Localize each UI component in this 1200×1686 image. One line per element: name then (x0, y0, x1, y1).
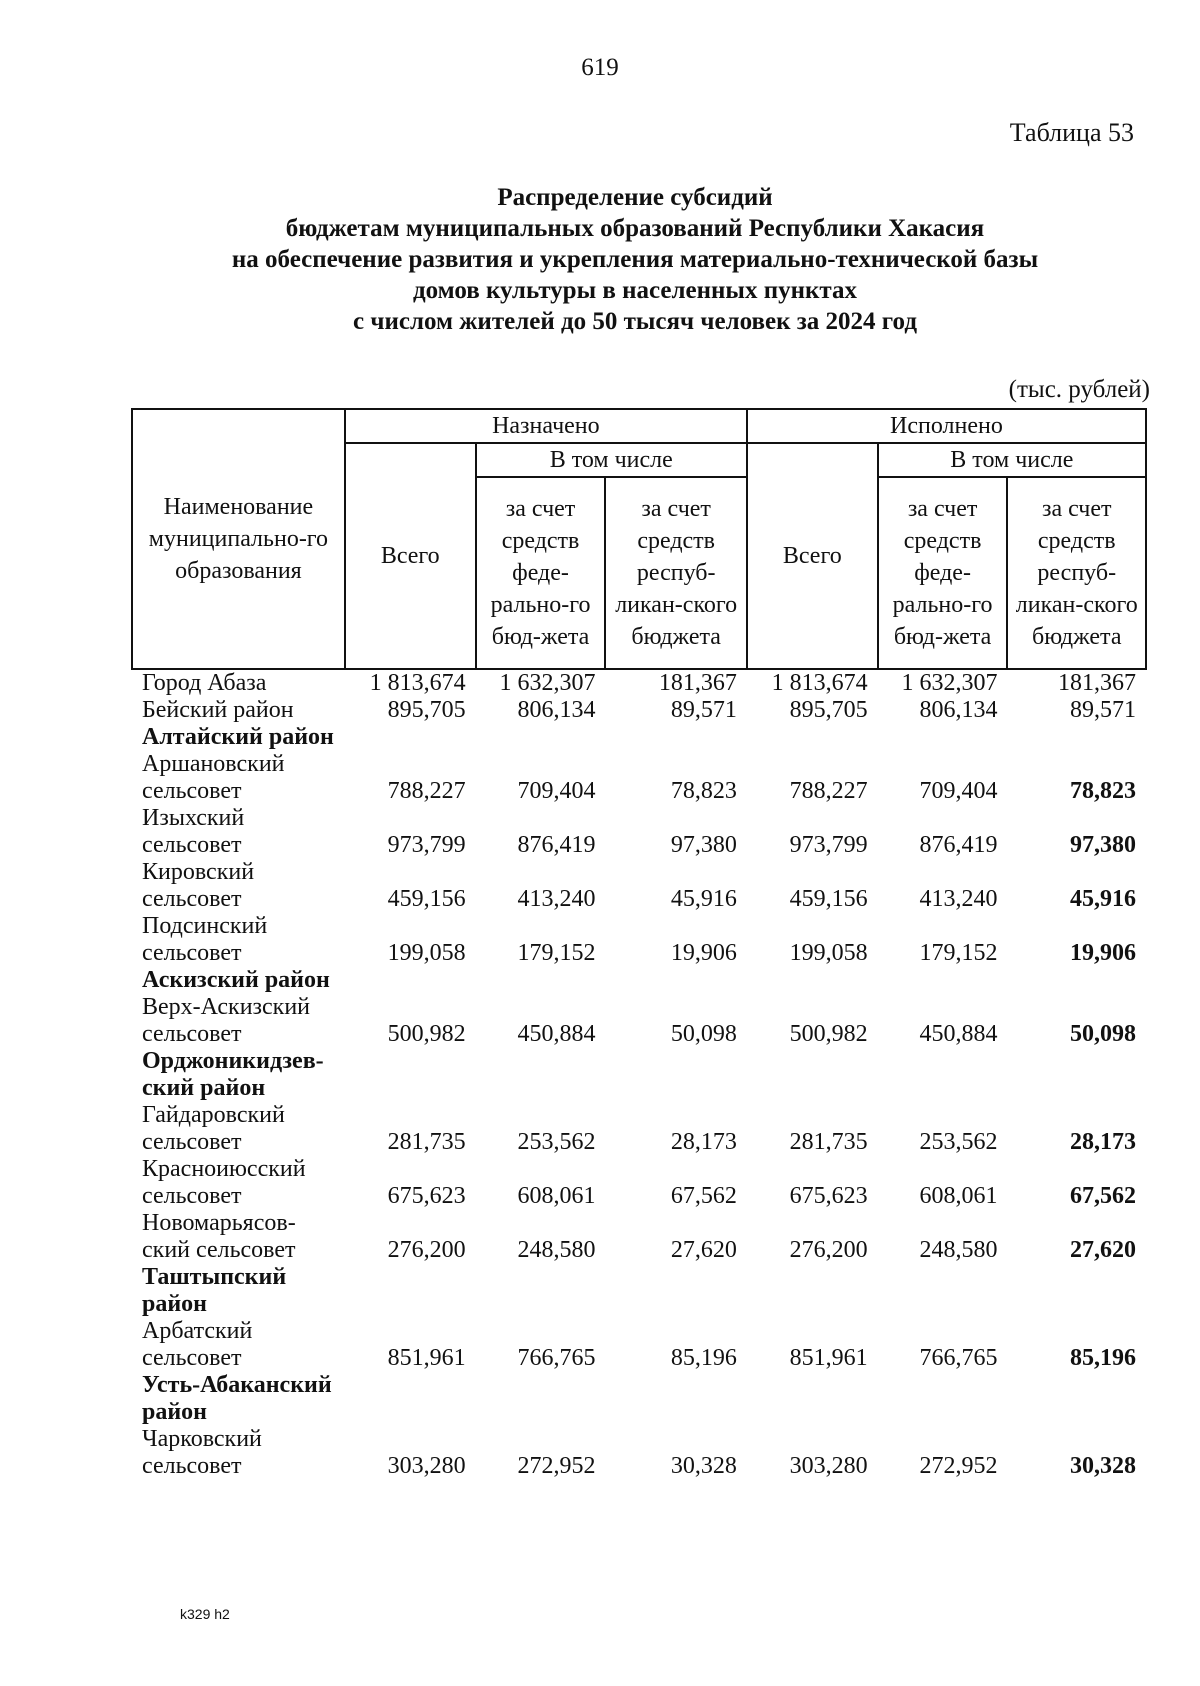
row-value: 272,952 (919, 1453, 998, 1479)
row-value: 97,380 (1070, 832, 1136, 858)
title-line: на обеспечение развития и укрепления материально-технической базы (231, 246, 1039, 273)
row-value: 89,571 (1070, 697, 1136, 723)
row-value: 28,173 (1070, 1129, 1136, 1155)
row-name: Таштыпский район (142, 1264, 287, 1317)
row-value (878, 1372, 1008, 1426)
row-value: 851,961 (387, 1345, 466, 1371)
row-value (476, 724, 606, 751)
row-value: 272,952 (517, 1453, 596, 1479)
row-value: 766,765 (517, 1345, 596, 1371)
row-value: 788,227 (789, 778, 868, 804)
row-value: 459,156 (387, 886, 466, 912)
header-assigned-total: Всего (345, 443, 476, 669)
header-assigned-federal: за счет средств феде-рально-го бюд-жета (476, 477, 606, 669)
row-value: 413,240 (517, 886, 596, 912)
header-name: Наименование муниципально-го образования (132, 409, 345, 669)
row-value: 973,799 (387, 832, 466, 858)
table-row (132, 1102, 1146, 1156)
row-value: 281,735 (387, 1129, 466, 1155)
row-name: Новомарьясов-ский сельсовет (142, 1210, 296, 1263)
row-value: 253,562 (919, 1129, 998, 1155)
row-value (747, 1264, 878, 1318)
row-value: 895,705 (387, 697, 466, 723)
row-value: 1 813,674 (771, 670, 868, 696)
row-value: 181,367 (658, 670, 737, 696)
row-value (476, 1264, 606, 1318)
row-value: 30,328 (670, 1453, 737, 1479)
row-value: 19,906 (670, 940, 737, 966)
document-title (100, 182, 1170, 337)
table-row (132, 859, 1146, 913)
row-value: 78,823 (670, 778, 737, 804)
row-value (345, 967, 476, 994)
table-body (132, 669, 1146, 1480)
row-value (476, 967, 606, 994)
row-name: Алтайский район (142, 724, 334, 750)
row-value (878, 1264, 1008, 1318)
row-value (605, 1264, 746, 1318)
row-value: 97,380 (670, 832, 737, 858)
row-value: 303,280 (789, 1453, 868, 1479)
row-value: 50,098 (1070, 1021, 1136, 1047)
row-value (1007, 1264, 1146, 1318)
row-value: 199,058 (789, 940, 868, 966)
table-row (132, 805, 1146, 859)
row-value: 179,152 (517, 940, 596, 966)
table-row (132, 1210, 1146, 1264)
row-value (605, 967, 746, 994)
row-value: 709,404 (919, 778, 998, 804)
header-assigned-republic: за счет средств респуб-ликан-ского бюджета (605, 477, 746, 669)
header-assigned-including: В том числе (476, 443, 747, 477)
row-value: 89,571 (670, 697, 737, 723)
header-executed: Исполнено (747, 409, 1146, 443)
row-value: 675,623 (789, 1183, 868, 1209)
row-value: 675,623 (387, 1183, 466, 1209)
row-value: 276,200 (789, 1237, 868, 1263)
row-value: 28,173 (670, 1129, 737, 1155)
title-line: бюджетам муниципальных образований Республики Хакасия (285, 215, 985, 242)
row-value: 1 632,307 (499, 670, 596, 696)
row-value (1007, 1372, 1146, 1426)
row-value: 199,058 (387, 940, 466, 966)
row-value: 19,906 (1070, 940, 1136, 966)
row-value: 253,562 (517, 1129, 596, 1155)
row-value (345, 1264, 476, 1318)
row-value (747, 1048, 878, 1102)
row-name: Кировский сельсовет (142, 859, 255, 912)
row-value: 450,884 (919, 1021, 998, 1047)
row-value: 276,200 (387, 1237, 466, 1263)
row-value: 709,404 (517, 778, 596, 804)
table-row (132, 1318, 1146, 1372)
row-value: 27,620 (1070, 1237, 1136, 1263)
row-value: 248,580 (517, 1237, 596, 1263)
row-name: Чарковский сельсовет (142, 1426, 262, 1479)
footer-code: k329 h2 (180, 1606, 230, 1622)
row-name: Орджоникидзев-ский район (142, 1048, 324, 1101)
row-value: 1 813,674 (369, 670, 466, 696)
table-row (132, 669, 1146, 697)
row-value (878, 1048, 1008, 1102)
row-value: 895,705 (789, 697, 868, 723)
row-value: 281,735 (789, 1129, 868, 1155)
row-value: 50,098 (670, 1021, 737, 1047)
title-line: с числом жителей до 50 тысяч человек за 2024 год (353, 308, 917, 335)
row-value: 450,884 (517, 1021, 596, 1047)
row-value: 876,419 (517, 832, 596, 858)
row-name: Гайдаровский сельсовет (142, 1102, 285, 1155)
row-value (476, 1048, 606, 1102)
row-value (1007, 724, 1146, 751)
table-row (132, 913, 1146, 967)
row-name: Город Абаза (142, 670, 267, 696)
table-row (132, 994, 1146, 1048)
row-value: 78,823 (1070, 778, 1136, 804)
row-value: 85,196 (1070, 1345, 1136, 1371)
row-name: Аршановский сельсовет (142, 751, 285, 804)
row-value (345, 1048, 476, 1102)
row-name: Бейский район (142, 697, 294, 723)
row-value: 181,367 (1058, 670, 1136, 696)
row-value (476, 1372, 606, 1426)
district-row (132, 724, 1146, 751)
row-value: 67,562 (1070, 1183, 1136, 1209)
row-value: 766,765 (919, 1345, 998, 1371)
row-value: 500,982 (387, 1021, 466, 1047)
row-value (345, 1372, 476, 1426)
row-value (1007, 967, 1146, 994)
row-value: 248,580 (919, 1237, 998, 1263)
row-name: Красноиюсский сельсовет (142, 1156, 306, 1209)
page-number: 619 (581, 54, 619, 81)
row-value: 851,961 (789, 1345, 868, 1371)
row-value: 45,916 (670, 886, 737, 912)
row-value: 30,328 (1070, 1453, 1136, 1479)
row-value (605, 1048, 746, 1102)
row-value: 67,562 (670, 1183, 737, 1209)
row-name: Усть-Абаканский район (142, 1372, 332, 1425)
district-row (132, 1372, 1146, 1426)
table-row (132, 1156, 1146, 1210)
header-executed-republic: за счет средств респуб-ликан-ского бюджета (1007, 477, 1146, 669)
row-value (605, 1372, 746, 1426)
table-row (132, 751, 1146, 805)
row-value (878, 724, 1008, 751)
row-value (747, 1372, 878, 1426)
row-value: 45,916 (1070, 886, 1136, 912)
units-note: (тыс. рублей) (1008, 376, 1150, 403)
row-value: 973,799 (789, 832, 868, 858)
row-name: Арбатский сельсовет (142, 1318, 253, 1371)
row-value: 500,982 (789, 1021, 868, 1047)
row-name: Верх-Аскизский сельсовет (142, 994, 311, 1047)
header-executed-total: Всего (747, 443, 878, 669)
row-value (345, 724, 476, 751)
district-row (132, 1048, 1146, 1102)
row-value: 27,620 (670, 1237, 737, 1263)
row-value: 303,280 (387, 1453, 466, 1479)
row-value (605, 724, 746, 751)
title-line: домов культуры в населенных пунктах (413, 277, 857, 304)
row-value (747, 967, 878, 994)
table-row (132, 1426, 1146, 1480)
header-executed-federal: за счет средств феде-рально-го бюд-жета (878, 477, 1008, 669)
row-value: 608,061 (919, 1183, 998, 1209)
row-value: 806,134 (919, 697, 998, 723)
row-value (1007, 1048, 1146, 1102)
title-line: Распределение субсидий (497, 184, 773, 211)
row-value: 85,196 (670, 1345, 737, 1371)
row-value: 413,240 (919, 886, 998, 912)
row-value: 179,152 (919, 940, 998, 966)
header-assigned: Назначено (345, 409, 747, 443)
table-row (132, 697, 1146, 724)
row-name: Подсинский сельсовет (142, 913, 268, 966)
district-row (132, 967, 1146, 994)
row-value: 806,134 (517, 697, 596, 723)
row-name: Изыхский сельсовет (142, 805, 245, 858)
district-row (132, 1264, 1146, 1318)
row-value: 876,419 (919, 832, 998, 858)
header-executed-including: В том числе (878, 443, 1146, 477)
row-value: 788,227 (387, 778, 466, 804)
row-value: 459,156 (789, 886, 868, 912)
row-value (747, 724, 878, 751)
subsidy-table (131, 408, 1147, 1480)
row-name: Аскизский район (142, 967, 330, 993)
row-value: 608,061 (517, 1183, 596, 1209)
row-value (878, 967, 1008, 994)
row-value: 1 632,307 (901, 670, 998, 696)
table-label: Таблица 53 (1009, 118, 1134, 147)
